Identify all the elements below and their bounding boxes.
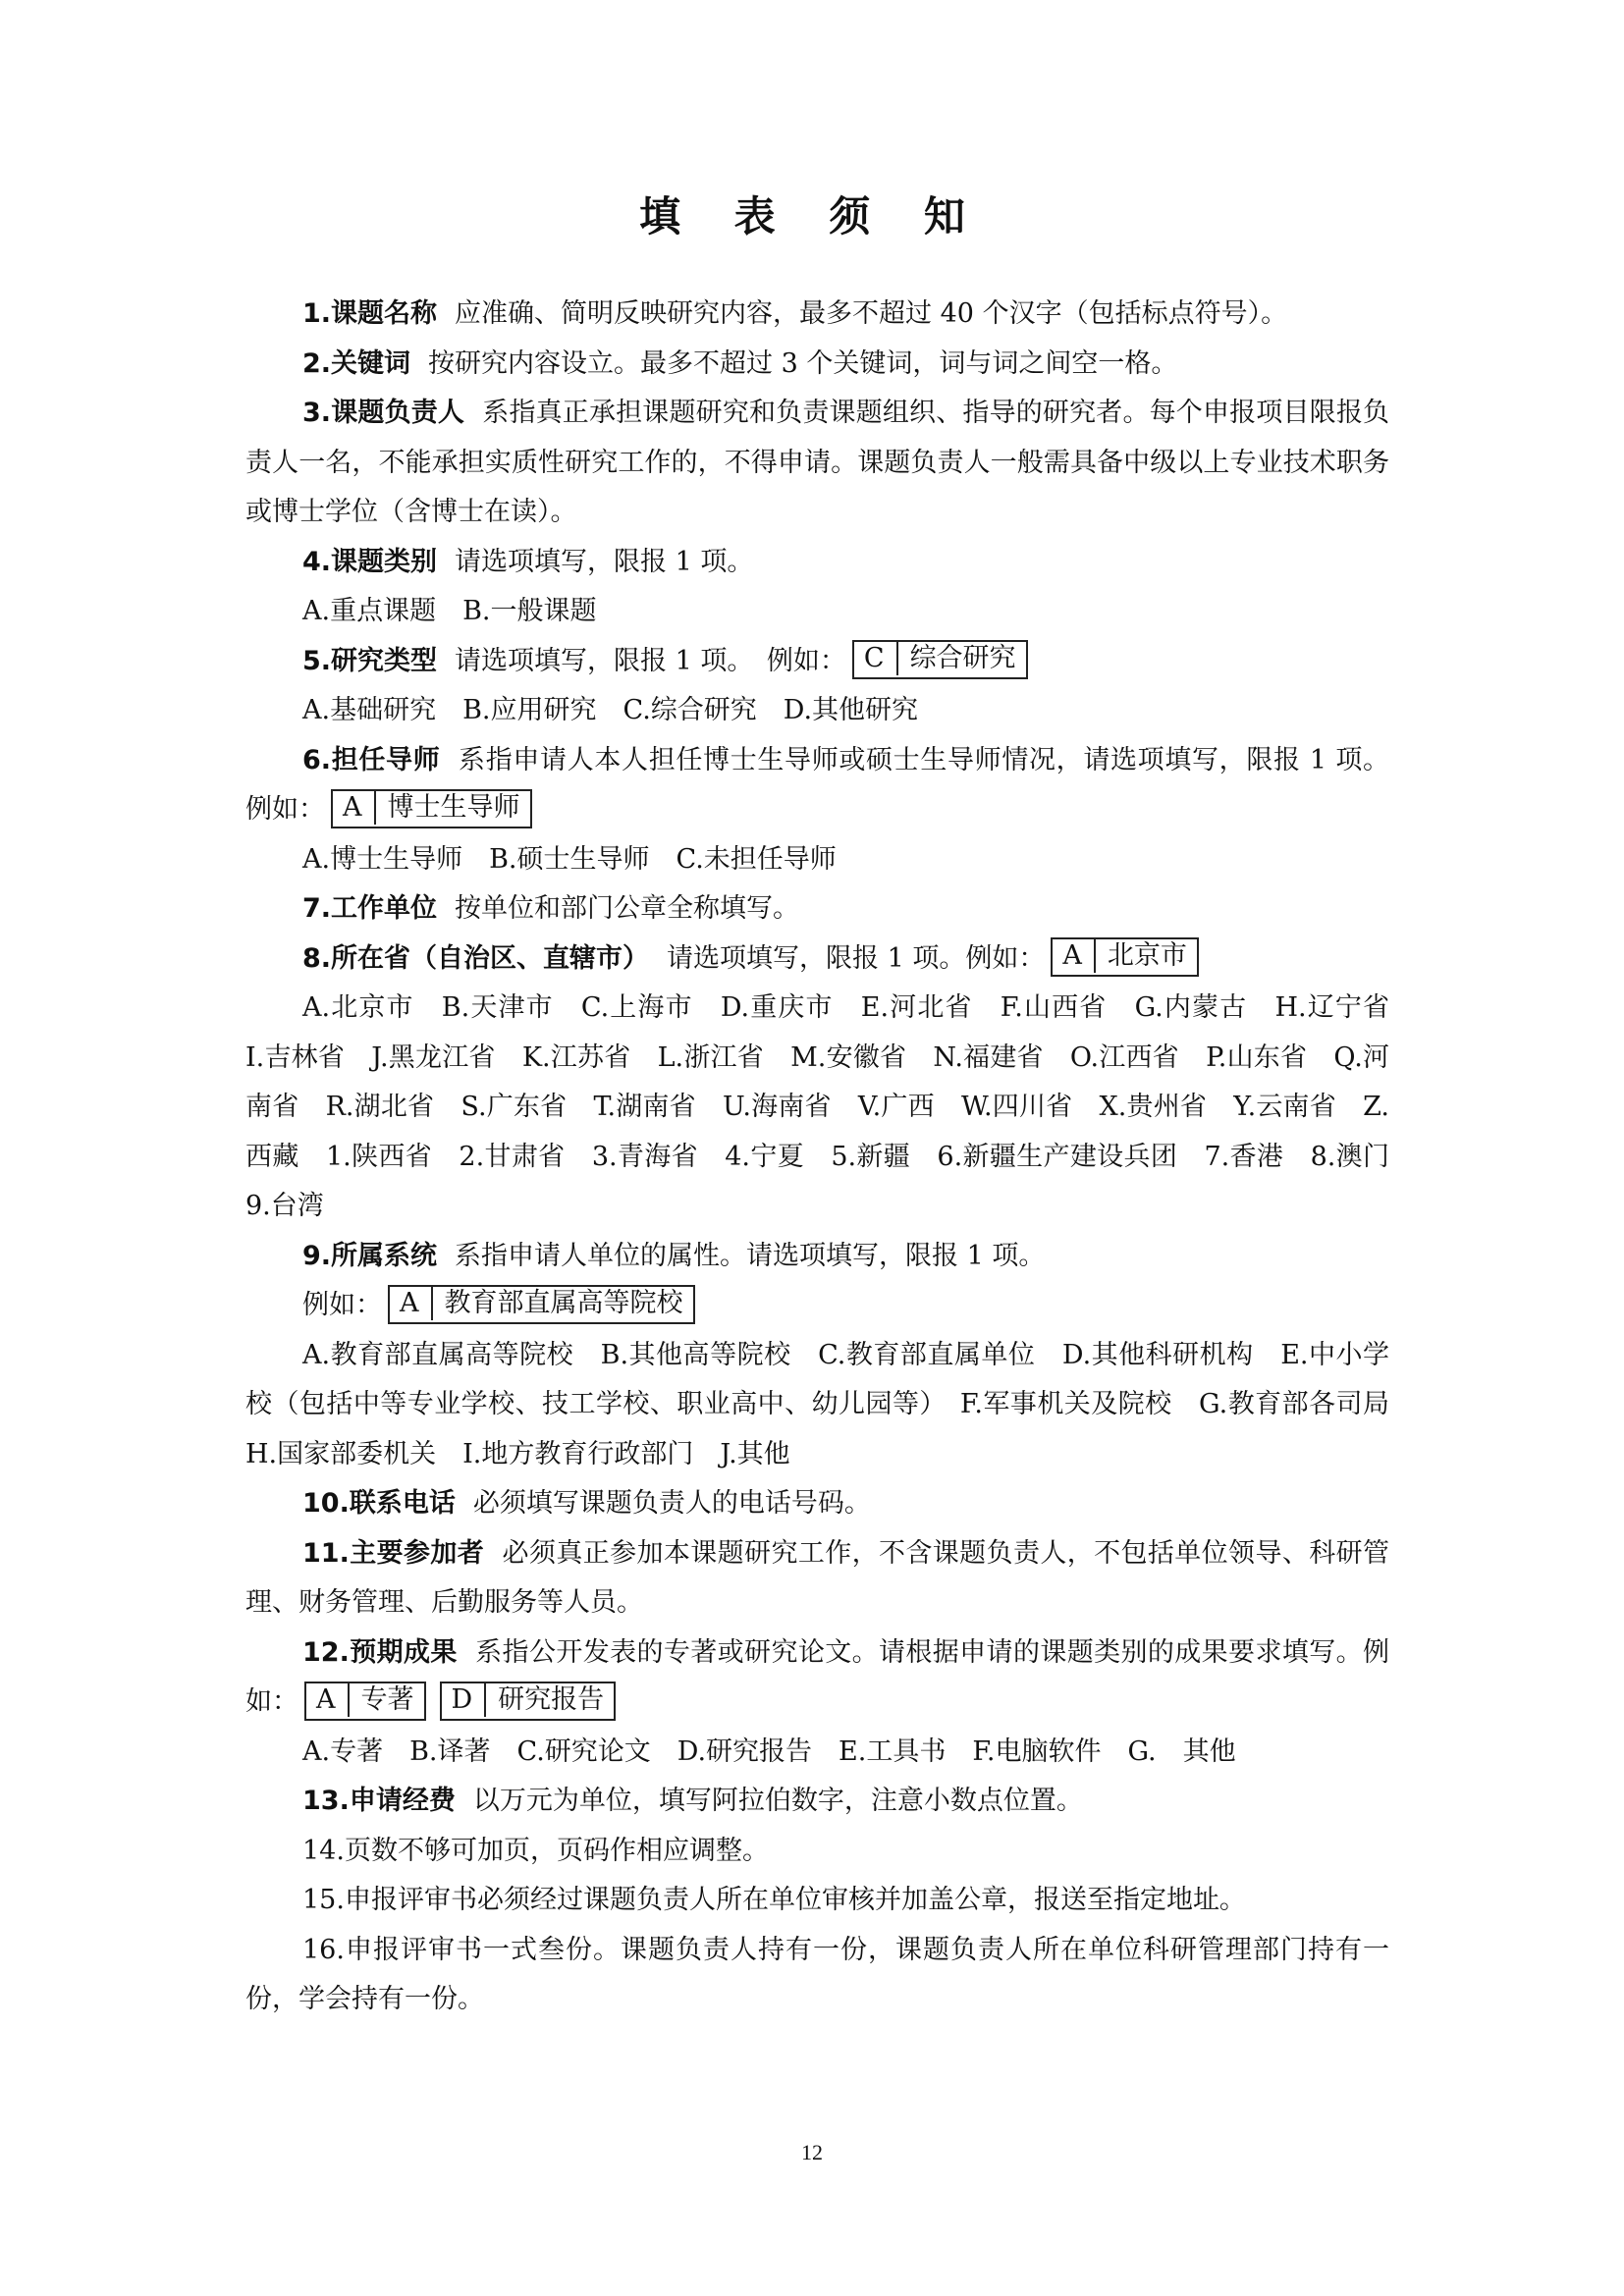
item-text: 必须填写课题负责人的电话号码。 xyxy=(472,1488,871,1519)
item-title: 7.工作单位 xyxy=(302,893,438,924)
item-text: 应准确、简明反映研究内容，最多不超过 40 个汉字（包括标点符号）。 xyxy=(455,298,1288,329)
item-title: 6.担任导师 xyxy=(302,744,441,775)
item-text: 系指申请人单位的属性。请选项填写，限报 1 项。 xyxy=(455,1240,1046,1271)
item-text: 请选项填写，限报 1 项。 xyxy=(455,546,754,577)
item-text: 14.页数不够可加页，页码作相应调整。 xyxy=(302,1835,769,1866)
example-label: 研究报告 xyxy=(498,1683,605,1715)
instructions-body xyxy=(245,290,1416,2025)
item-14 xyxy=(245,1827,1389,1877)
item-text: 系指公开发表的专著或研究论文。请根据申请的课题类别的成果要求填写。例如： xyxy=(245,1636,1389,1717)
item-text: 系指申请人本人担任博士生导师或硕士生导师情况，请选项填写，限报 1 项。例如： xyxy=(245,744,1389,825)
example-box-2 xyxy=(440,1682,617,1721)
item-12 xyxy=(245,1629,1389,1728)
item-text: 以万元为单位，填写阿拉伯数字，注意小数点位置。 xyxy=(472,1786,1083,1816)
example-box xyxy=(304,1682,426,1721)
item-title: 5.研究类型 xyxy=(302,645,438,676)
item-9-options: A.教育部直属高等院校 B.其他高等院校 C.教育部直属单位 D.其他科研机构 E.中小学校（包括中等专业学校、技工学校、职业高中、幼儿园等） F.军事机关及院校 G.教育部各司局 H.国家部委机关 I.地方教育行政部门 J.其他 xyxy=(245,1339,1416,1469)
item-3 xyxy=(245,389,1389,538)
example-box xyxy=(388,1285,695,1324)
example-label: 综合研究 xyxy=(909,643,1016,673)
example-box xyxy=(852,640,1028,679)
item-5-options: A.基础研究 B.应用研究 C.综合研究 D.其他研究 xyxy=(302,695,919,725)
example-code: A xyxy=(316,1683,350,1717)
item-title: 13.申请经费 xyxy=(302,1786,456,1816)
item-title: 2.关键词 xyxy=(302,347,411,379)
item-title: 3.课题负责人 xyxy=(302,398,465,428)
page-number: 12 xyxy=(801,2140,823,2164)
item-5 xyxy=(245,637,1389,687)
example-code: C xyxy=(864,642,898,675)
page-title: 填 表 须 知 xyxy=(639,192,985,240)
item-15 xyxy=(245,1876,1389,1926)
item-6-options: A.博士生导师 B.硕士生导师 C.未担任导师 xyxy=(302,843,837,875)
example-label: 专著 xyxy=(360,1683,414,1715)
item-12-options: A.专著 B.译著 C.研究论文 D.研究报告 E.工具书 F.电脑软件 G. 其他 xyxy=(302,1735,1236,1767)
item-13 xyxy=(245,1777,1389,1827)
item-text: 16.申报评审书一式叁份。课题负责人持有一份，课题负责人所在单位科研管理部门持有一份，学会持有一份。 xyxy=(245,1934,1389,2014)
item-title: 10.联系电话 xyxy=(302,1488,456,1519)
item-7 xyxy=(245,884,1389,934)
item-16 xyxy=(245,1926,1389,2025)
item-8 xyxy=(245,934,1389,985)
item-11 xyxy=(245,1529,1389,1629)
item-6 xyxy=(245,736,1389,835)
item-9 xyxy=(245,1232,1389,1282)
item-text: 15.申报评审书必须经过课题负责人所在单位审核并加盖公章，报送至指定地址。 xyxy=(302,1885,1246,1915)
example-code: D xyxy=(452,1683,487,1717)
example-box xyxy=(1051,937,1199,977)
item-title: 8.所在省（自治区、直辖市） xyxy=(302,942,650,974)
example-label: 北京市 xyxy=(1107,940,1187,971)
item-text: 请选项填写，限报 1 项。 例如： xyxy=(455,645,846,676)
example-code: A xyxy=(1062,939,1096,973)
item-title: 9.所属系统 xyxy=(302,1240,438,1271)
example-code: A xyxy=(400,1287,433,1320)
item-text: 请选项填写，限报 1 项。例如： xyxy=(667,942,1046,974)
item-title: 4.课题类别 xyxy=(302,546,438,577)
item-title: 11.主要参加者 xyxy=(302,1537,485,1569)
example-box xyxy=(331,789,532,828)
example-prefix: 例如： xyxy=(302,1290,382,1320)
item-9-example xyxy=(245,1281,1389,1331)
item-text: 系指真正承担课题研究和负责课题组织、指导的研究者。每个申报项目限报负责人一名，不能承担实质性研究工作的，不得申请。课题负责人一般需具备中级以上专业技术职务或博士学位（含博士在读）。 xyxy=(245,398,1390,527)
item-4-options: A.重点课题 B.一般课题 xyxy=(302,596,597,626)
item-title: 12.预期成果 xyxy=(302,1636,458,1668)
item-1 xyxy=(245,290,1389,340)
item-text: 按单位和部门公章全称填写。 xyxy=(455,893,800,924)
example-code: A xyxy=(343,791,376,825)
item-4 xyxy=(245,538,1389,588)
example-label: 博士生导师 xyxy=(387,791,520,823)
item-2 xyxy=(245,340,1389,390)
item-text: 必须真正参加本课题研究工作，不含课题负责人，不包括单位领导、科研管理、财务管理、后勤服务等人员。 xyxy=(245,1537,1389,1618)
item-text: 按研究内容设立。最多不超过 3 个关键词，词与词之间空一格。 xyxy=(428,347,1178,379)
item-8-options: A.北京市 B.天津市 C.上海市 D.重庆市 E.河北省 F.山西省 G.内蒙古 H.辽宁省 I.吉林省 J.黑龙江省 K.江苏省 L.浙江省 M.安徽省 N.福建省 O.江西省 P.山东省 Q.河南省 R.湖北省 S.广东省 T.湖南省 U.海南省 V.广西 W.四川省 X.贵州省 Y.云南省 Z.西藏 1.陕西省 2.甘肃省 3.青海省 4.宁夏 5.新疆 6.新疆生产建设兵团 7.香港 8.澳门 9.台湾 xyxy=(245,992,1416,1221)
item-title: 1.课题名称 xyxy=(302,298,438,329)
item-10 xyxy=(245,1479,1389,1529)
example-label: 教育部直属高等院校 xyxy=(444,1287,683,1318)
